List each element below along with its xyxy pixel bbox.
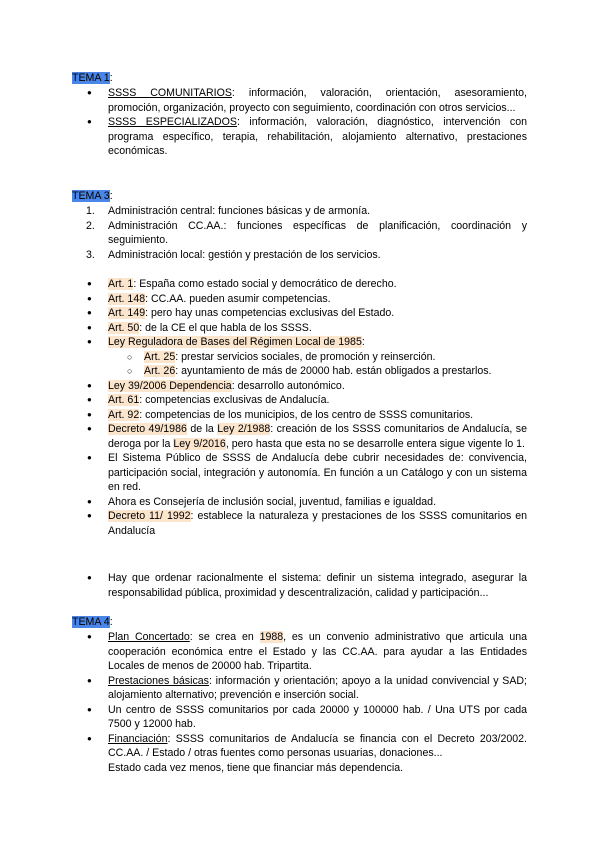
- list-item: ● Un centro de SSSS comunitarios por cada 20000 y 100000 hab. / Una UTS por cada 7500 y 12000 hab.: [72, 703, 527, 732]
- link-plan-concertado: Plan Concertado: [108, 631, 190, 643]
- link-prestaciones-basicas: Prestaciones básicas: [108, 674, 209, 687]
- list-item: ● El Sistema Público de SSSS de Andalucía debe cubrir necesidades de: convivencia, participación social, integración y autonomía. En función a un Catálogo y con un sistema en red.: [72, 451, 527, 495]
- list-item: ● Ley Reguladora de Bases del Régimen Local de 1985:: [72, 335, 527, 350]
- link-ssss-especializados: SSSS ESPECIALIZADOS: [108, 116, 237, 128]
- numbered-item: 1. Administración central: funciones básicas y de armonía.: [86, 205, 371, 217]
- list-item: ● Financiación: SSSS comunitarios de Andalucía se financia con el Decreto 203/2002. CC.AA. / Estado / otras fuentes como personas usuarias, donaciones...: [72, 732, 527, 761]
- list-item: ● Art. 50: de la CE el que habla de los SSSS.: [72, 321, 527, 336]
- list-item: ● Art. 1: España como estado social y democrático de derecho.: [72, 277, 527, 292]
- sub-list-item: ○ Art. 25: prestar servicios sociales, de promoción y reinserción.: [72, 350, 527, 365]
- tema4-title: TEMA 4: [72, 616, 110, 628]
- list-item: ● Art. 148: CC.AA. pueden asumir competencias.: [72, 292, 527, 307]
- tema4-list: [72, 630, 527, 775]
- list-item: ● Decreto 49/1986 de la Ley 2/1988: creación de los SSSS comunitarios de Andalucía, se deroga por la Ley 9/2016, pero hasta que esta no se desarrolle entera sigue vigente lo 1.: [72, 422, 527, 451]
- list-item: ● SSSS COMUNITARIOS: información, valoración, orientación, asesoramiento, promoción, organización, proyecto con seguimiento, coordinación con otros servicios...: [72, 86, 527, 115]
- list-item: ● Art. 92: competencias de los municipios, de los centro de SSSS comunitarios.: [72, 408, 527, 423]
- list-item: ● Ley 39/2006 Dependencia: desarrollo autonómico.: [72, 379, 527, 394]
- tema4-heading: TEMA 4:: [72, 616, 113, 628]
- numbered-item: 3. Administración local: gestión y prestación de los servicios.: [86, 248, 381, 261]
- list-item: ● Ahora es Consejería de inclusión social, juventud, familias e igualdad.: [72, 495, 527, 510]
- list-continuation: Estado cada vez menos, tiene que financiar más dependencia.: [108, 761, 404, 774]
- list-item: ● Art. 149: pero hay unas competencias exclusivas del Estado.: [72, 306, 527, 321]
- list-item: ● SSSS ESPECIALIZADOS: información, valoración, diagnóstico, intervención con programa específico, terapia, rehabilitación, alojamiento alternativo, prestaciones económicas.: [72, 115, 527, 159]
- list-item: ● Plan Concertado: se crea en 1988, es un convenio administrativo que articula una cooperación económica entre el Estado y las CC.AA. para ayudar a las Entidades Locales de menos de 20000 hab. Tripartita.: [72, 630, 527, 674]
- tema3-heading: TEMA 3:: [72, 190, 113, 202]
- tema3-title: TEMA 3: [72, 190, 110, 202]
- tema3-extra-list: [72, 571, 527, 600]
- tema3-numbered-list: [72, 204, 527, 262]
- numbered-item: 2. Administración CC.AA.: funciones específicas de planificación, coordinación y seguimiento.: [86, 219, 527, 246]
- link-financiacion: Financiación: [108, 732, 168, 745]
- tema1-title: TEMA 1: [72, 72, 110, 84]
- list-item: ● Prestaciones básicas: información y orientación; apoyo a la unidad convivencial y SAD; alojamiento alternativo; prevención e inserción social.: [72, 674, 527, 703]
- link-ssss-comunitarios: SSSS COMUNITARIOS: [108, 87, 232, 99]
- tema3-bullet-list: [72, 277, 527, 538]
- tema1-list: [72, 86, 527, 159]
- tema1-heading: TEMA 1:: [72, 72, 113, 84]
- list-item: ● Art. 61: competencias exclusivas de Andalucía.: [72, 393, 527, 408]
- list-item: ● Decreto 11/ 1992: establece la naturaleza y prestaciones de los SSSS comunitarios en Andalucía: [72, 509, 527, 538]
- sub-list-item: ○ Art. 26: ayuntamiento de más de 20000 hab. están obligados a prestarlos.: [72, 364, 527, 379]
- list-item: ● Hay que ordenar racionalmente el sistema: definir un sistema integrado, asegurar la responsabilidad pública, proximidad y descentralización, calidad y participación...: [72, 571, 527, 600]
